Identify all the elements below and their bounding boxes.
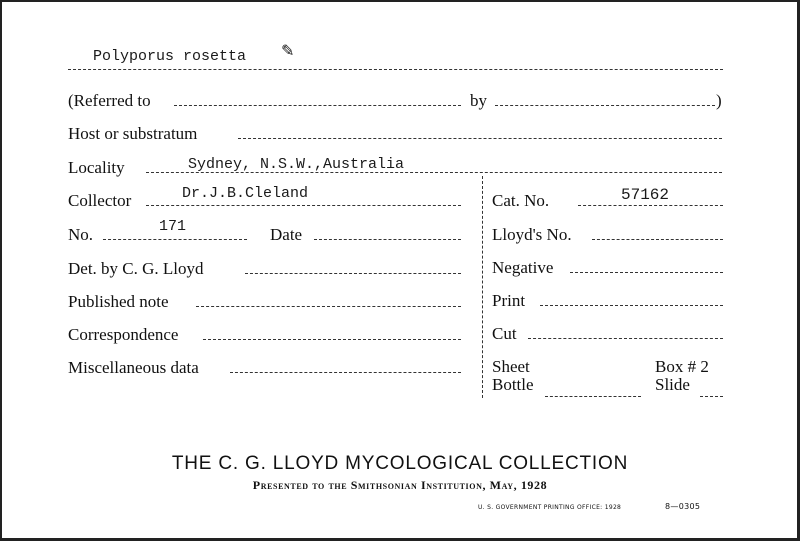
cat-no-line (578, 205, 723, 206)
print-label: Print (492, 291, 526, 310)
locality-line (146, 172, 722, 173)
correspondence-line (203, 339, 461, 340)
correspondence-label: Correspondence (68, 325, 179, 344)
host-line (238, 138, 722, 139)
cut-label: Cut (492, 324, 517, 343)
date-label: Date (270, 225, 303, 244)
cut-line (528, 338, 723, 339)
number-line (103, 239, 247, 240)
collection-title: THE C. G. LLOYD MYCOLOGICAL COLLECTION (171, 453, 629, 474)
misc-line (230, 372, 461, 373)
print-line (540, 305, 723, 306)
cat-no-value: 57162 (621, 186, 670, 204)
bottle-label: Bottle (492, 375, 534, 394)
card-top-edge (0, 0, 800, 2)
host-label: Host or substratum (68, 124, 198, 143)
sheet-label: Sheet (492, 357, 530, 376)
collector-line (146, 205, 461, 206)
slide-label: Slide (655, 375, 690, 394)
det-label: Det. by C. G. Lloyd (68, 259, 204, 278)
cat-no-label: Cat. No. (492, 191, 550, 210)
collector-value: Dr.J.B.Cleland (182, 185, 309, 202)
by-label: by (470, 91, 487, 110)
number-value: 171 (159, 218, 187, 235)
negative-line (570, 272, 723, 273)
lloyds-no-label: Lloyd's No. (492, 225, 572, 244)
print-office-note: U. S. GOVERNMENT PRINTING OFFICE: 1928 (478, 504, 622, 511)
species-name: Polyporus rosetta (93, 48, 247, 65)
referred-to-label: (Referred to (68, 91, 151, 110)
lloyds-no-line (592, 239, 723, 240)
right-panel-divider (482, 176, 483, 398)
slide-line (700, 396, 723, 397)
by-line (495, 105, 715, 106)
referred-to-line (174, 105, 461, 106)
det-line (245, 273, 461, 274)
species-line (68, 69, 723, 70)
collector-label: Collector (68, 191, 132, 210)
locality-label: Locality (68, 158, 125, 177)
date-line (314, 239, 461, 240)
box-label: Box # 2 (655, 357, 709, 376)
number-label: No. (68, 225, 94, 244)
negative-label: Negative (492, 258, 554, 277)
published-line (196, 306, 461, 307)
locality-value: Sydney, N.S.W.,Australia (188, 156, 405, 173)
misc-label: Miscellaneous data (68, 358, 199, 377)
handwritten-mark: ✎ (281, 41, 295, 60)
bottle-line (545, 396, 641, 397)
form-number: 8—0305 (665, 502, 701, 511)
referred-close-paren: ) (716, 91, 722, 110)
collection-subtitle: Presented to the Smithsonian Institution, May, 1928 (252, 478, 548, 492)
published-label: Published note (68, 292, 169, 311)
